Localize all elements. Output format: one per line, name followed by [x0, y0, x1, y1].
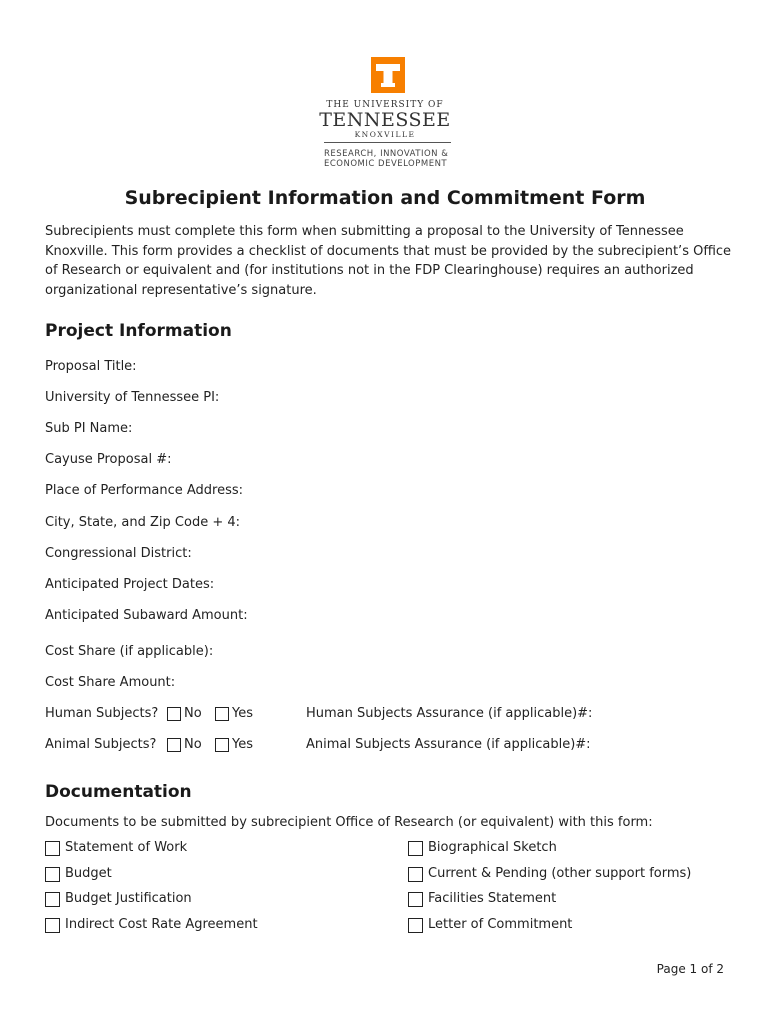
budget-justification-checkbox[interactable]: [45, 892, 60, 907]
project-information-heading: Project Information: [45, 321, 232, 341]
human-subjects-no-label: No: [184, 706, 202, 721]
biographical-sketch-label: Biographical Sketch: [428, 840, 557, 855]
documentation-intro: Documents to be submitted by subrecipient Office of Research (or equivalent) with this form:: [45, 815, 653, 830]
project-dates-field[interactable]: Anticipated Project Dates:: [45, 577, 215, 592]
ut-pi-field[interactable]: University of Tennessee PI:: [45, 390, 220, 405]
budget-justification-label: Budget Justification: [65, 891, 192, 906]
current-pending-label: Current & Pending (other support forms): [428, 866, 692, 881]
human-subjects-row: [45, 706, 285, 726]
budget-label: Budget: [65, 866, 112, 881]
animal-subjects-no-label: No: [184, 737, 202, 752]
university-name-line2: TENNESSEE: [319, 109, 451, 131]
power-t-icon: [371, 57, 405, 93]
university-name-line1: THE UNIVERSITY OF: [326, 100, 444, 110]
cost-share-field[interactable]: Cost Share (if applicable):: [45, 644, 214, 659]
human-subjects-no-checkbox[interactable]: [167, 707, 181, 721]
place-of-performance-field[interactable]: Place of Performance Address:: [45, 483, 244, 498]
documentation-heading: Documentation: [45, 782, 192, 802]
form-title: Subrecipient Information and Commitment Form: [124, 187, 646, 209]
biographical-sketch-checkbox[interactable]: [408, 841, 423, 856]
statement-of-work-checkbox[interactable]: [45, 841, 60, 856]
university-name-line3: KNOXVILLE: [354, 130, 416, 139]
department-line2: ECONOMIC DEVELOPMENT: [324, 159, 448, 169]
human-subjects-assurance-field[interactable]: Human Subjects Assurance (if applicable)#:: [306, 706, 593, 721]
cost-share-amount-field[interactable]: Cost Share Amount:: [45, 675, 176, 690]
facilities-statement-label: Facilities Statement: [428, 891, 557, 906]
animal-subjects-row: [45, 737, 285, 757]
cayuse-proposal-field[interactable]: Cayuse Proposal #:: [45, 452, 172, 467]
subaward-amount-field[interactable]: Anticipated Subaward Amount:: [45, 608, 248, 623]
budget-checkbox[interactable]: [45, 867, 60, 882]
congressional-district-field[interactable]: Congressional District:: [45, 546, 192, 561]
animal-subjects-no-checkbox[interactable]: [167, 738, 181, 752]
university-t-logo-icon: [371, 57, 405, 93]
human-subjects-yes-label: Yes: [232, 706, 253, 721]
human-subjects-yes-checkbox[interactable]: [215, 707, 229, 721]
animal-subjects-yes-label: Yes: [232, 737, 253, 752]
intro-paragraph: Subrecipients must complete this form when submitting a proposal to the University of Tennessee Knoxville. This form provides a checklist of documents that must be provided by the subrecipient’s Office of Research or equivalent and (for institutions not in the FDP Clearinghouse) requires an authorized organizational representative’s signature.: [45, 224, 732, 298]
letter-of-commitment-label: Letter of Commitment: [428, 917, 573, 932]
indirect-cost-rate-agreement-label: Indirect Cost Rate Agreement: [65, 917, 258, 932]
statement-of-work-label: Statement of Work: [65, 840, 188, 855]
department-line1: RESEARCH, INNOVATION &: [324, 149, 449, 159]
letter-of-commitment-checkbox[interactable]: [408, 918, 423, 933]
city-state-zip-field[interactable]: City, State, and Zip Code + 4:: [45, 515, 240, 530]
letterhead: [0, 0, 770, 180]
animal-subjects-yes-checkbox[interactable]: [215, 738, 229, 752]
human-subjects-label: Human Subjects?: [45, 706, 159, 721]
page-number: Page 1 of 2: [656, 962, 724, 976]
current-pending-checkbox[interactable]: [408, 867, 423, 882]
sub-pi-name-field[interactable]: Sub PI Name:: [45, 421, 133, 436]
indirect-cost-rate-agreement-checkbox[interactable]: [45, 918, 60, 933]
proposal-title-field[interactable]: Proposal Title:: [45, 359, 137, 374]
animal-subjects-assurance-field[interactable]: Animal Subjects Assurance (if applicable)#:: [306, 737, 591, 752]
animal-subjects-label: Animal Subjects?: [45, 737, 157, 752]
letterhead-divider: [324, 142, 451, 143]
facilities-statement-checkbox[interactable]: [408, 892, 423, 907]
